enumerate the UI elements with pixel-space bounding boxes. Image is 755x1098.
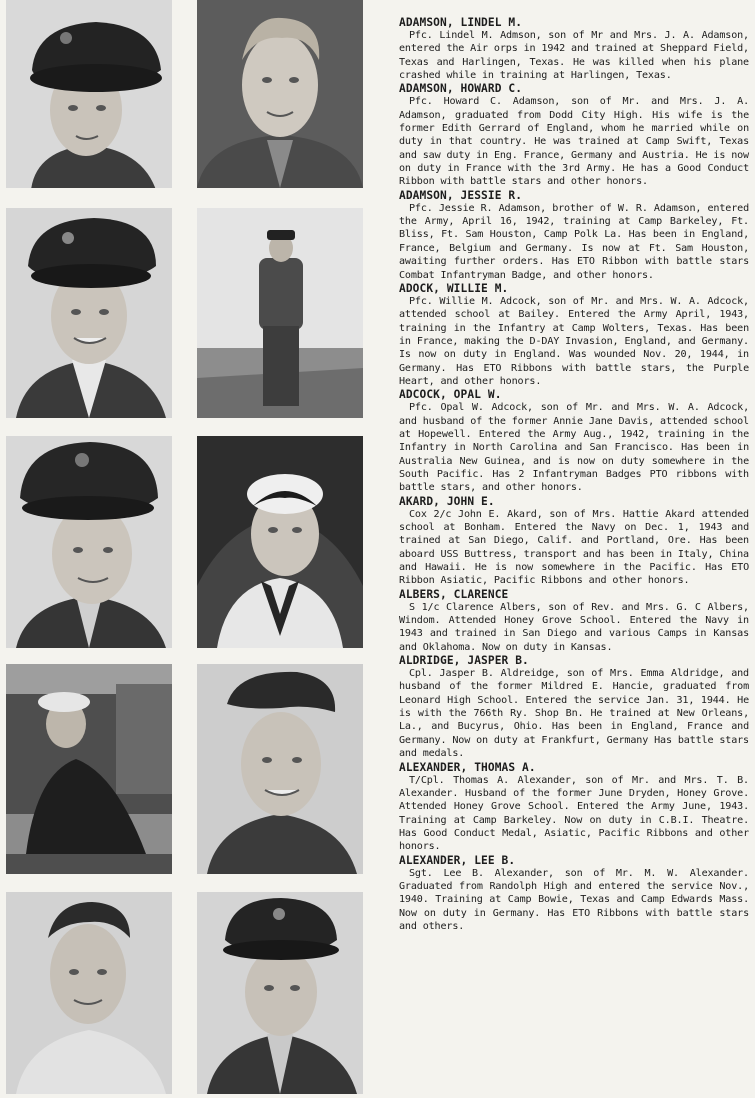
bio-text: T/Cpl. Thomas A. Alexander, son of Mr. and Mrs. T. B. Alexander. Husband of the former June Dryden, Honey Grove. Attended Honey Grove School. Entered the Army June, 1943. Training at Camp Barkeley. Now on duty in C.B.I. Theatre. Has Good Conduct Medal, Asiatic, Pacific Ribbons and other honors.	[399, 774, 749, 853]
sailor-portrait-image	[197, 436, 363, 648]
portrait-photo	[197, 664, 363, 874]
bio-text: Pfc. Jessie R. Adamson, brother of W. R. Adamson, entered the Army, April 16, 1942, training at Camp Barkeley, Ft. Bliss, Ft. Sam Houston, Camp Polk La. Has been in England, France, Belgium and Germany. Is now at Ft. Sam Houston, awaiting further orders. Has ETO Ribbon with battle stars Combat Infantryman Badge, and other honors.	[399, 202, 749, 281]
bio-text: Pfc. Lindel M. Admson, son of Mr and Mrs. J. A. Adamson, entered the Air orps in 1942 and trained at Sheppard Field, Texas and Harlingen, Texas. He was killed when his plane crashed while in training at Harlingen, Texas.	[399, 30, 749, 82]
bio-entry	[399, 854, 749, 934]
bio-text: S 1/c Clarence Albers, son of Rev. and Mrs. G. C Albers, Windom. Attended Honey Grove School. Entered the Navy in 1943 and trained in San Diego and various Camps in Kansas and Oklahoma. Now on duty in Kansas.	[399, 601, 749, 653]
bio-name: ADAMSON, JESSIE R.	[399, 188, 523, 202]
sailor-group-image	[6, 664, 172, 874]
bio-entry	[399, 495, 749, 588]
bio-entry	[399, 16, 749, 82]
sailor-portrait-image	[6, 892, 172, 1094]
bio-name: ADAMSON, HOWARD C.	[399, 82, 523, 96]
soldier-portrait-image	[197, 892, 363, 1094]
bio-text: Cpl. Jasper B. Aldreidge, son of Mrs. Emma Aldridge, and husband of the former Mildred E. Hancie, graduated from Leonard High School. Entered the service Jan. 31, 1944. He is with the 766th Ry. Shop Bn. He trained at New Orleans, La., and Bucyrus, Ohio. Has been in England, France and Germany. Now on duty at Frankfurt, Germany Has battle stars and medals.	[399, 668, 749, 760]
bio-name: ALEXANDER, THOMAS A.	[399, 760, 536, 774]
bio-entry	[399, 588, 749, 654]
bio-name: AKARD, JOHN E.	[399, 494, 495, 508]
soldier-portrait-image	[197, 664, 363, 874]
portrait-grid	[6, 0, 366, 1098]
portrait-photo	[197, 892, 363, 1094]
soldier-portrait-image	[197, 0, 363, 188]
bio-text: Pfc. Willie M. Adcock, son of Mr. and Mrs. W. A. Adcock, attended school at Bailey. Entered the Army April, 1943, training in the Infantry at Camp Wolters, Texas. Has been in France, making the D-DAY Invasion, England, and Germany. Is now on duty in England. Was wounded Nov. 20, 1944, in Germany. Has ETO Ribbons with battle stars, the Purple Heart, and other honors.	[399, 295, 749, 387]
bio-entry	[399, 761, 749, 854]
bio-name: ADAMSON, LINDEL M.	[399, 16, 523, 29]
portrait-photo	[197, 208, 363, 418]
portrait-photo	[6, 664, 172, 874]
bio-text: Pfc. Opal W. Adcock, son of Mr. and Mrs. W. A. Adcock, and husband of the former Annie Jane Davis, attended school at Hopewell. Entered the Army Aug., 1942, training in the Infantry in North Carolina and San Francisco. Has been in Australia New Guinea, and is now on duty somewhere in the South Pacific. Has 2 Infantryman Badges PTO ribbons with battle stars, and other honors.	[399, 402, 749, 494]
soldier-portrait-image	[6, 0, 172, 188]
portrait-photo	[6, 208, 172, 418]
bio-text: Pfc. Howard C. Adamson, son of Mr. and Mrs. J. A. Adamson, graduated from Dodd City High. His wife is the former Edith Gerrard of England, whom he married while on duty in that country. He was trained at Camp Swift, Texas and saw duty in Eng. France, Germany and Austria. He is now on duty in France with the 3rd Army. He has a Good Conduct Ribbon with battle stars and other honors.	[399, 96, 749, 188]
portrait-photo	[197, 436, 363, 648]
bio-entry	[399, 189, 749, 282]
portrait-photo	[6, 0, 172, 188]
bio-name: ADCOCK, OPAL W.	[399, 388, 502, 402]
bio-entry	[399, 82, 749, 188]
bio-entry	[399, 654, 749, 760]
biography-column	[399, 16, 749, 933]
soldier-portrait-image	[6, 436, 172, 648]
bio-name: ALDRIDGE, JASPER B.	[399, 654, 529, 668]
portrait-photo	[6, 892, 172, 1094]
soldier-standing-image	[197, 208, 363, 418]
bio-text: Cox 2/c John E. Akard, son of Mrs. Hattie Akard attended school at Bonham. Entered the Navy on Dec. 1, 1943 and trained at San Diego, Calif. and Portland, Ore. Has been aboard USS Buttress, transport and has been in Italy, China and Hawaii. He is now somewhere in the Pacific. Has ETO Ribbon Asiatic, Pacific Ribbons and other honors.	[399, 508, 749, 587]
portrait-photo	[197, 0, 363, 188]
bio-name: ADOCK, WILLIE M.	[399, 281, 509, 295]
bio-text: Sgt. Lee B. Alexander, son of Mr. M. W. Alexander. Graduated from Randolph High and entered the service Nov., 1940. Training at Camp Bowie, Texas and Camp Edwards Mass. Now on duty in Germany. Has ETO Ribbons with battle stars and others.	[399, 867, 749, 932]
bio-entry	[399, 388, 749, 494]
bio-name: ALBERS, CLARENCE	[399, 587, 509, 601]
bio-name: ALEXANDER, LEE B.	[399, 853, 516, 867]
bio-entry	[399, 282, 749, 388]
portrait-photo	[6, 436, 172, 648]
soldier-portrait-image	[6, 208, 172, 418]
